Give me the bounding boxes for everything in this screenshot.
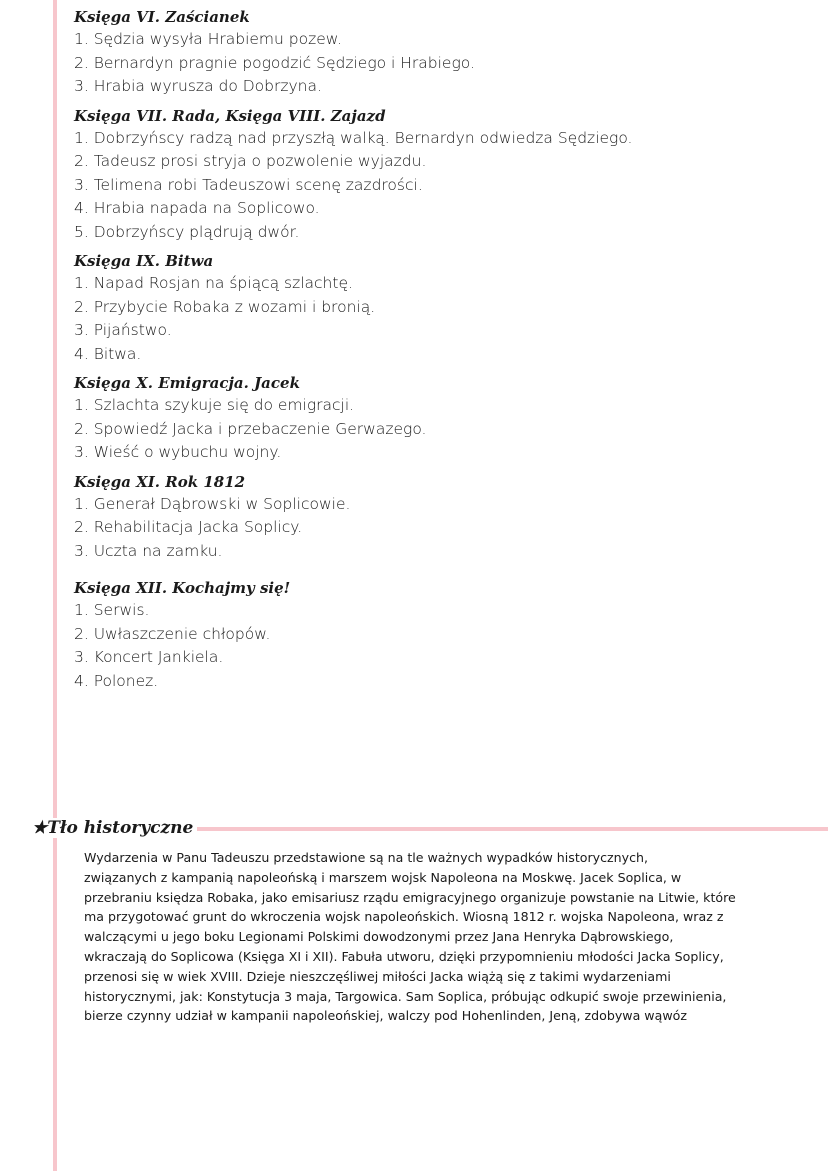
book-title: Księga VI. Zaścianek: [74, 8, 250, 26]
plan-item: 2. Uwłaszczenie chłopów.: [74, 624, 271, 643]
book-section: [74, 6, 814, 99]
plan-item: 3. Pijaństwo.: [74, 321, 172, 339]
plan-item: 3. Wieść o wybuchu wojny.: [74, 443, 282, 461]
plan-item: 1. Generał Dąbrowski w Soplicowie.: [74, 494, 351, 513]
plan-item: 2. Przybycie Robaka z wozami i bronią.: [74, 297, 376, 316]
book-title: Księga XI. Rok 1812: [74, 472, 246, 491]
history-line: walczącymi u jego boku Legionami Polskimi dowodzonymi przez Jana Henryka Dąbrowskiego,: [84, 929, 674, 945]
history-line: ma przygotować grunt do wkroczenia wojsk napoleońskich. Wiosną 1812 r. wojska Napoleona, wraz z: [84, 909, 724, 925]
history-heading: ★Tło historyczne: [32, 818, 197, 838]
margin-line: [53, 0, 57, 1171]
plan-item: 3. Hrabia wyrusza do Dobrzyna.: [74, 77, 322, 95]
book-section: [74, 250, 814, 366]
history-line: przenosi się w wiek XVIII. Dzieje nieszczęśliwej miłości Jacka wiążą się z takimi wydarzeniami: [84, 968, 671, 984]
plan-item: 3. Uczta na zamku.: [74, 541, 223, 560]
plan-item: 2. Rehabilitacja Jacka Soplicy.: [74, 518, 303, 536]
plan-item: 2. Spowiedź Jacka i przebaczenie Gerwazego.: [74, 419, 427, 438]
book-title: Księga IX. Bitwa: [74, 252, 214, 270]
plan-item: 4. Bitwa.: [74, 344, 142, 363]
book-section: [74, 471, 814, 564]
history-line: historycznymi, jak: Konstytucja 3 maja, Targowica. Sam Soplica, próbując odkupić swoje przewinienia,: [84, 988, 727, 1004]
history-line: przebraniu księdza Robaka, jako emisariusz rządu emigracyjnego organizuje powstanie na Litwie, które: [84, 889, 736, 905]
book-plan: [74, 6, 814, 699]
book-title: Księga XII. Kochajmy się!: [74, 579, 291, 597]
plan-item: 2. Tadeusz prosi stryja o pozwolenie wyjazdu.: [74, 152, 427, 170]
history-line: Wydarzenia w Panu Tadeuszu przedstawione są na tle ważnych wypadków historycznych,: [84, 850, 648, 865]
history-paragraph: [84, 848, 814, 1026]
history-title: Tło historyczne: [47, 818, 194, 838]
plan-item: 5. Dobrzyńscy plądrują dwór.: [74, 222, 300, 241]
plan-item: 2. Bernardyn pragnie pogodzić Sędziego i Hrabiego.: [74, 53, 475, 72]
book-title: Księga X. Emigracja. Jacek: [74, 374, 300, 392]
plan-item: 4. Hrabia napada na Soplicowo.: [74, 199, 320, 217]
history-line: związanych z kampanią napoleońską i marszem wojsk Napoleona na Moskwę. Jacek Soplica, w: [84, 869, 682, 885]
book-section: [74, 577, 814, 693]
history-line: wkraczają do Soplicowa (Księga XI i XII). Fabuła utworu, dzięki przypomnieniu młodości Jacka Soplicy,: [84, 948, 724, 964]
history-divider: [195, 827, 828, 831]
plan-item: 1. Napad Rosjan na śpiącą szlachtę.: [74, 274, 353, 292]
book-section: [74, 105, 814, 245]
plan-item: 1. Szlachta szykuje się do emigracji.: [74, 396, 355, 414]
plan-item: 3. Koncert Jankiela.: [74, 648, 224, 666]
plan-item: 3. Telimena robi Tadeuszowi scenę zazdrości.: [74, 175, 423, 194]
book-section: [74, 372, 814, 465]
plan-item: 1. Sędzia wysyła Hrabiemu pozew.: [74, 30, 342, 48]
plan-item: 1. Dobrzyńscy radzą nad przyszłą walką. Bernardyn odwiedza Sędziego.: [74, 128, 633, 147]
plan-item: 1. Serwis.: [74, 601, 150, 619]
history-line: bierze czynny udział w kampanii napoleońskiej, walczy pod Hohenlinden, Jeną, zdobywa wąwóz: [84, 1008, 687, 1024]
book-title: Księga VII. Rada, Księga VIII. Zajazd: [74, 106, 386, 125]
plan-item: 4. Polonez.: [74, 671, 159, 690]
